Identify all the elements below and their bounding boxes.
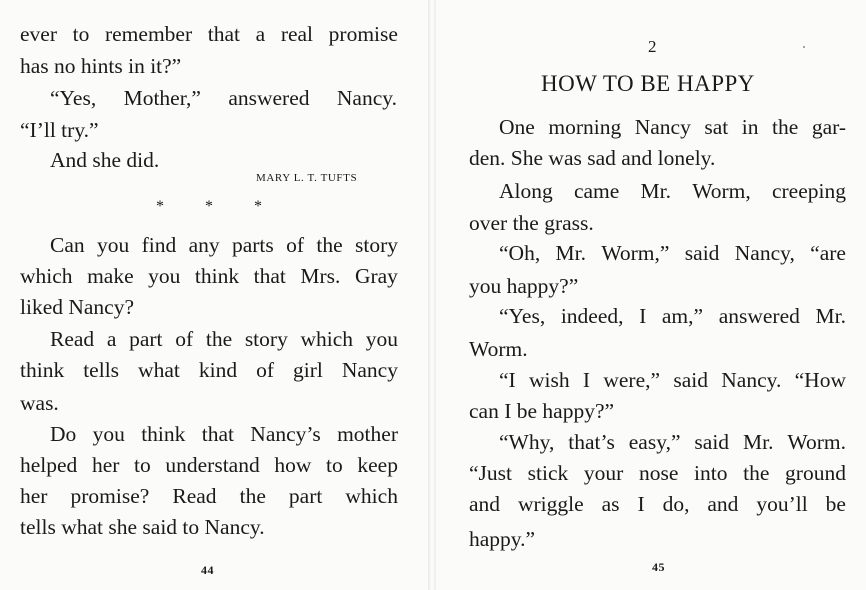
text-line: den. She was sad and lonely. bbox=[469, 146, 716, 170]
text-line: Along came Mr. Worm, creeping bbox=[499, 179, 846, 203]
separator-asterisk: * bbox=[156, 198, 164, 215]
text-line: “Oh, Mr. Worm,” said Nancy, “are bbox=[499, 241, 846, 265]
question-line: Can you find any parts of the story bbox=[50, 233, 398, 257]
left-page bbox=[0, 0, 428, 590]
book-gutter bbox=[428, 0, 436, 590]
text-line: happy.” bbox=[469, 527, 536, 551]
question-line: was. bbox=[20, 391, 59, 415]
question-line: Read a part of the story which you bbox=[50, 327, 398, 351]
text-line: has no hints in it?” bbox=[20, 54, 182, 78]
question-line: which make you think that Mrs. Gray bbox=[20, 264, 398, 288]
author-attribution: MARY L. T. TUFTS bbox=[256, 172, 358, 184]
text-line: can I be happy?” bbox=[469, 399, 615, 423]
chapter-number: 2 bbox=[648, 37, 657, 56]
separator-asterisk: * bbox=[205, 198, 213, 215]
question-line: Do you think that Nancy’s mother bbox=[50, 422, 398, 446]
text-line: “Yes, indeed, I am,” answered Mr. bbox=[499, 304, 846, 328]
paper-speck bbox=[803, 46, 805, 48]
text-line: you happy?” bbox=[469, 274, 579, 298]
text-line: and wriggle as I do, and you’ll be bbox=[469, 492, 846, 516]
question-line: tells what she said to Nancy. bbox=[20, 515, 265, 539]
text-line: And she did. bbox=[50, 148, 160, 172]
text-line: “I wish I were,” said Nancy. “How bbox=[499, 368, 846, 392]
text-line: “Why, that’s easy,” said Mr. Worm. bbox=[499, 430, 846, 454]
text-line: One morning Nancy sat in the gar- bbox=[499, 115, 846, 139]
text-line: Worm. bbox=[469, 337, 528, 361]
text-line: “Yes, Mother,” answered Nancy. bbox=[50, 86, 397, 110]
section-separator bbox=[0, 199, 428, 215]
page-number: 44 bbox=[201, 563, 214, 577]
right-page bbox=[436, 0, 866, 590]
text-line: ever to remember that a real promise bbox=[20, 22, 398, 46]
text-line: “I’ll try.” bbox=[20, 118, 99, 142]
question-line: liked Nancy? bbox=[20, 295, 135, 319]
question-line: think tells what kind of girl Nancy bbox=[20, 358, 398, 382]
question-line: her promise? Read the part which bbox=[20, 484, 398, 508]
page-number: 45 bbox=[652, 560, 665, 574]
text-line: “Just stick your nose into the ground bbox=[469, 461, 846, 485]
chapter-title: HOW TO BE HAPPY bbox=[541, 71, 755, 96]
text-line: over the grass. bbox=[469, 211, 594, 235]
separator-asterisk: * bbox=[254, 198, 262, 215]
question-line: helped her to understand how to keep bbox=[20, 453, 398, 477]
